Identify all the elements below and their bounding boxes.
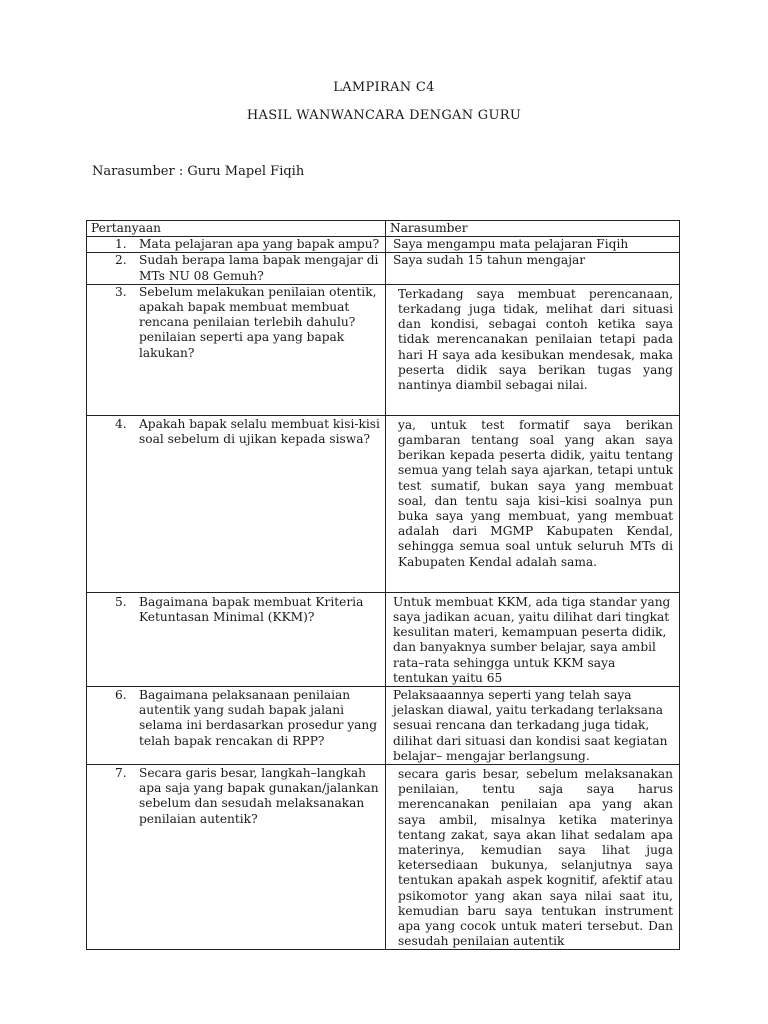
row-number: 7.: [115, 766, 127, 781]
row-number: 2.: [115, 253, 127, 268]
row-number: 6.: [115, 688, 127, 703]
table-row: [87, 765, 680, 950]
header-source: Narasumber: [386, 221, 680, 237]
question-text: Sebelum melakukan penilaian otentik, apakah bapak membuat membuat rencana penilaian terlebih dahulu? penilaian seperti apa yang bapak lakukan?: [139, 284, 377, 360]
interview-table: [86, 220, 680, 950]
row-number: 4.: [115, 416, 127, 431]
table-row: [87, 687, 680, 765]
header-question: Pertanyaan: [87, 221, 386, 237]
answer-text: Untuk membuat KKM, ada tiga standar yang saya jadikan acuan, yaitu dilihat dari tingkat kesulitan materi, kemampuan peserta didik, dan banyaknya sumber belajar, saya ambil rata–rata sehingga untuk KKM saya tentukan yaitu 65: [393, 594, 671, 685]
page-subtitle: HASIL WANWANCARA DENGAN GURU: [246, 108, 522, 123]
row-number: 3.: [115, 284, 127, 299]
row-number: 1.: [115, 237, 127, 252]
question-text: Bagaimana bapak membuat Kriteria Ketuntasan Minimal (KKM)?: [139, 594, 364, 625]
answer-text: secara garis besar, sebelum melaksanakan penilaian, tentu saja saya harus merencanakan penilaian apa yang akan saya ambil, misalnya ketika materinya tentang zakat, saya akan lihat sedalam apa materinya, kemudian saya lihat juga ketersediaan bukunya, selanjutnya saya tentukan apakah aspek kognitif, afektif atau psikomotor yang akan saya nilai saat itu, kemudian baru saya tentukan instrument apa yang cocok untuk materi tersebut. Dan sesudah penilaian autentik: [398, 767, 673, 949]
source-label: Narasumber : Guru Mapel Fiqih: [92, 164, 305, 179]
page-title: LAMPIRAN C4: [333, 80, 435, 95]
answer-text: Saya sudah 15 tahun mengajar: [393, 253, 586, 268]
question-text: Apakah bapak selalu membuat kisi-kisi soal sebelum di ujikan kepada siswa?: [139, 416, 380, 447]
answer-text: Terkadang saya membuat perencanaan, terkadang juga tidak, melihat dari situasi dan kondisi, sebagai contoh ketika saya tidak merencanakan penilaian tetapi pada hari H saya ada kesibukan mendesak, maka peserta didik saya berikan tugas yang nantinya diambil sebagai nilai.: [398, 286, 673, 393]
table-row: [87, 284, 680, 415]
question-text: Secara garis besar, langkah–langkah apa saja yang bapak gunakan/jalankan sebelum dan sesudah melaksanakan penilaian autentik?: [139, 766, 379, 826]
table-row: [87, 253, 680, 284]
table-row: [87, 415, 680, 592]
question-text: Sudah berapa lama bapak mengajar di MTs NU 08 Gemuh?: [139, 253, 379, 283]
answer-text: Pelaksaaannya seperti yang telah saya jelaskan diawal, yaitu terkadang terlaksana sesuai rencana dan terkadang juga tidak, dilihat dari situasi dan kondisi saat kegiatan belajar– mengajar berlangsung.: [393, 688, 668, 763]
question-text: Mata pelajaran apa yang bapak ampu?: [139, 237, 380, 252]
table-row: [87, 592, 680, 686]
row-number: 5.: [115, 594, 127, 609]
answer-text: ya, untuk test formatif saya berikan gambaran tentang soal yang akan saya berikan kepada peserta didik, yaitu tentang semua yang telah saya ajarkan, tetapi untuk test sumatif, bukan saya yang membuat soal, dan tentu saja kisi–kisi soalnya pun buka saya yang membuat, yang membuat adalah dari MGMP Kabupaten Kendal, sehingga semua soal untuk seluruh MTs di Kabupaten Kendal adalah sama.: [398, 417, 673, 569]
table-row: [87, 237, 680, 253]
table-header-row: [87, 221, 680, 237]
answer-text: Saya mengampu mata pelajaran Fiqih: [393, 237, 629, 252]
question-text: Bagaimana pelaksanaan penilaian autentik yang sudah bapak jalani selama ini berdasarkan prosedur yang telah bapak rencakan di RPP?: [139, 688, 378, 748]
